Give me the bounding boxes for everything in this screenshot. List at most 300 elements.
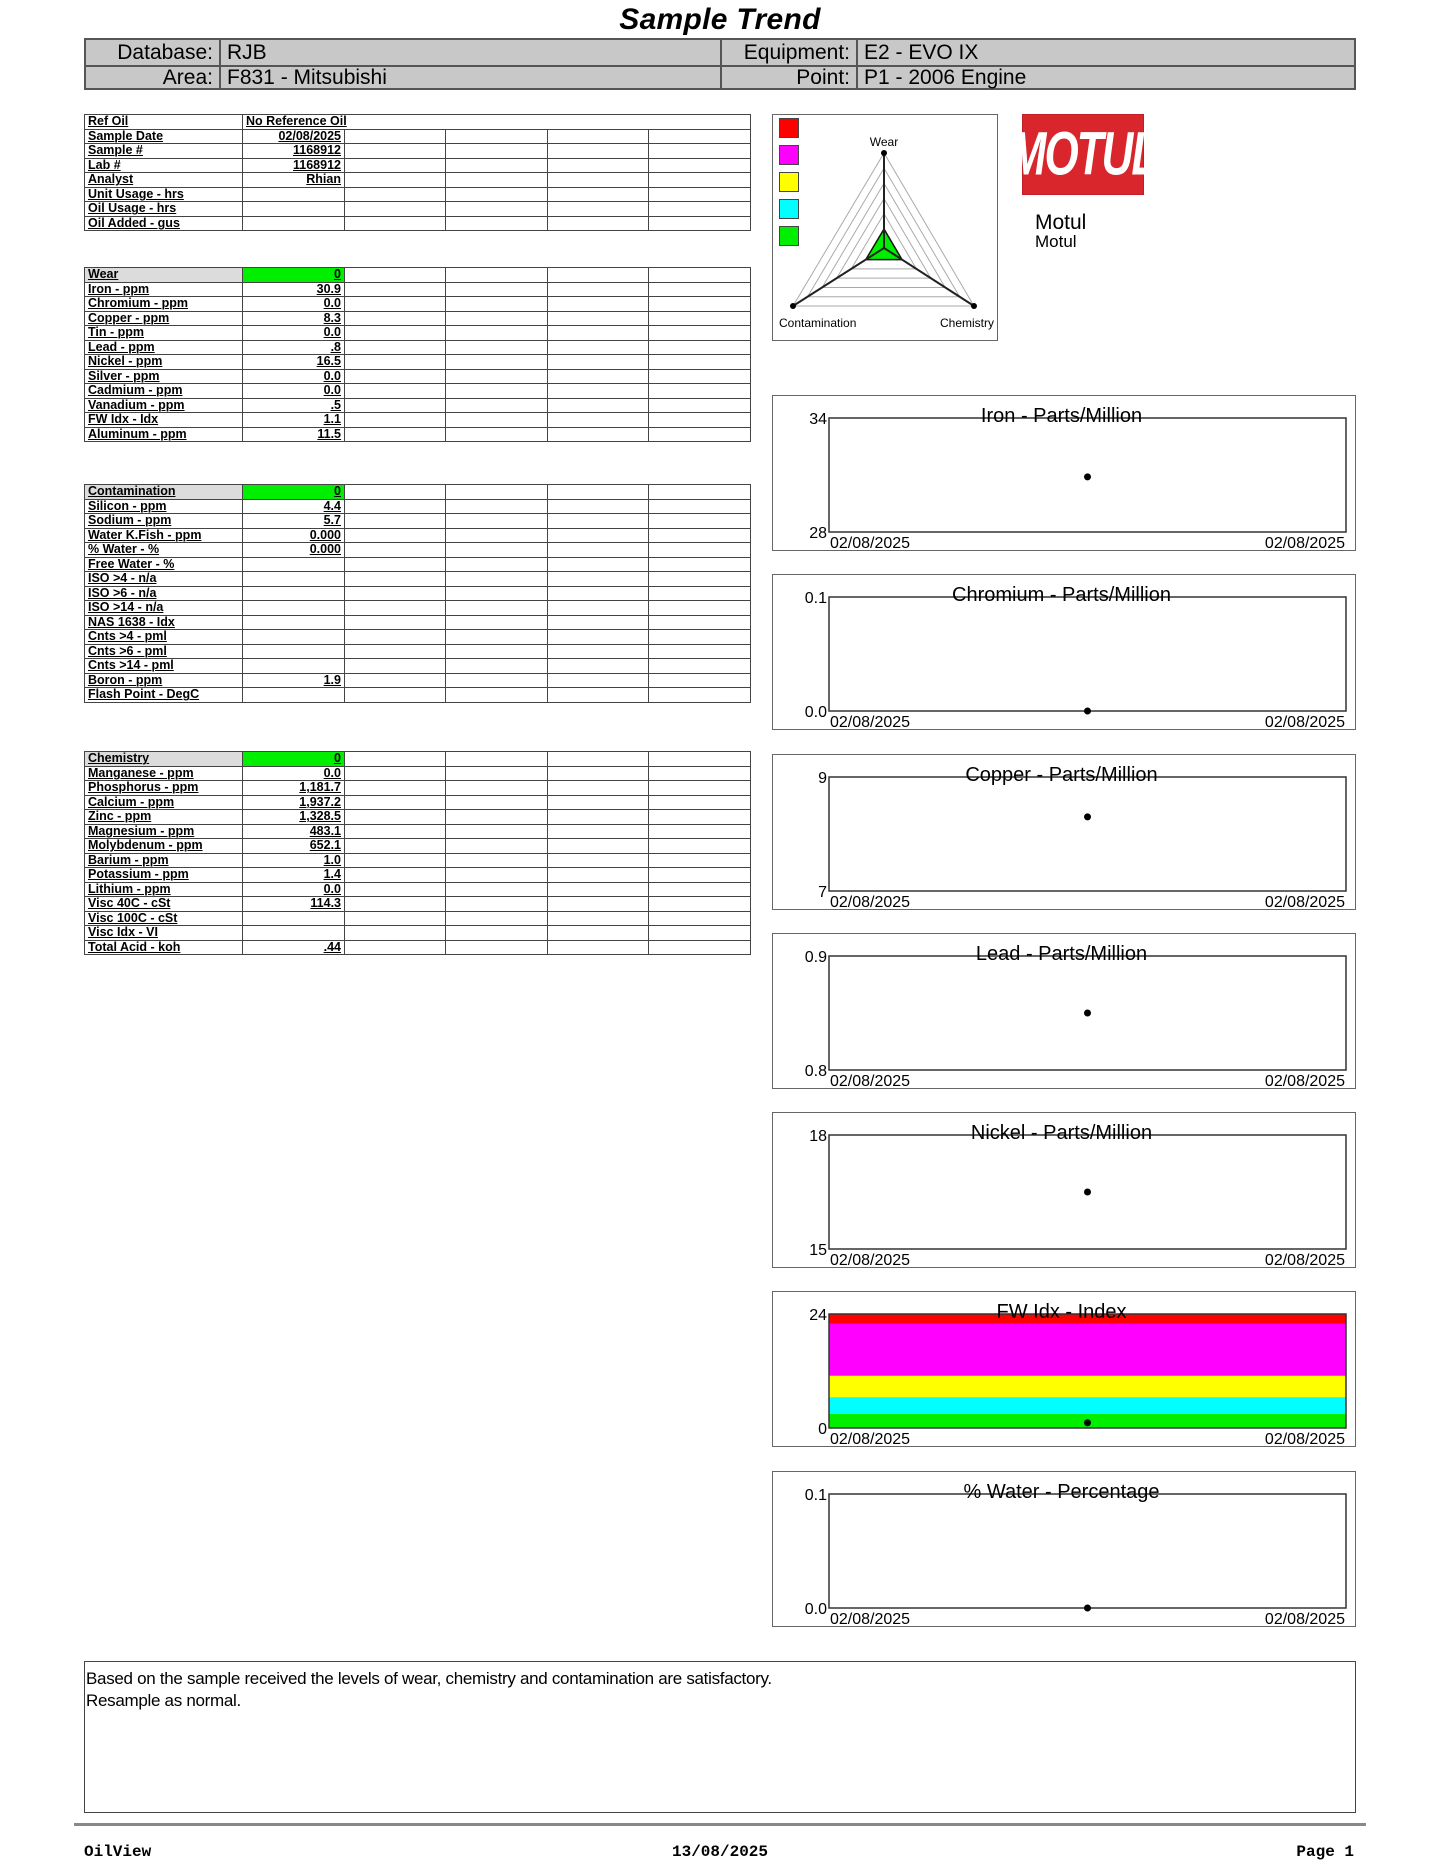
y-tick-label: 0.0 (804, 1601, 827, 1618)
empty-cell (345, 187, 446, 202)
table-row (85, 572, 751, 587)
row-label: Contamination (85, 485, 243, 500)
empty-cell (548, 398, 649, 413)
empty-cell (548, 369, 649, 384)
table-row (85, 384, 751, 399)
legend-swatch-green (779, 226, 799, 246)
table-row (85, 644, 751, 659)
trend-chart-svg (773, 934, 1357, 1090)
empty-cell (649, 766, 751, 781)
empty-cell (345, 853, 446, 868)
row-label: Sample # (85, 144, 243, 159)
trend-chart (772, 574, 1356, 730)
empty-cell (548, 355, 649, 370)
row-value: 5.7 (243, 514, 345, 529)
row-value: 0.0 (243, 326, 345, 341)
table-row (85, 129, 751, 144)
empty-cell (548, 926, 649, 941)
row-value: 02/08/2025 (243, 129, 345, 144)
empty-cell (345, 752, 446, 767)
empty-cell (548, 752, 649, 767)
empty-cell (345, 384, 446, 399)
empty-cell (345, 216, 446, 231)
empty-cell (446, 311, 548, 326)
row-label: Lithium - ppm (85, 882, 243, 897)
empty-cell (548, 340, 649, 355)
x-tick-label: 02/08/2025 (1264, 894, 1345, 911)
table-row (85, 853, 751, 868)
empty-cell (649, 311, 751, 326)
empty-cell (649, 824, 751, 839)
x-tick-label: 02/08/2025 (1264, 1611, 1345, 1628)
empty-cell (548, 413, 649, 428)
empty-cell (548, 173, 649, 188)
empty-cell (649, 781, 751, 796)
row-value (243, 688, 345, 703)
table-row (85, 369, 751, 384)
row-label: Total Acid - koh (85, 940, 243, 955)
wear-table (84, 267, 751, 442)
data-point (1084, 1189, 1091, 1196)
row-label: Aluminum - ppm (85, 427, 243, 442)
empty-cell (649, 202, 751, 217)
row-value: 0.0 (243, 882, 345, 897)
empty-cell (548, 427, 649, 442)
row-value: Rhian (243, 173, 345, 188)
severity-band (829, 1324, 1346, 1376)
y-tick-label: 7 (818, 884, 827, 901)
row-label: Potassium - ppm (85, 868, 243, 883)
y-tick-label: 24 (809, 1307, 827, 1324)
radar-axis-chemistry (884, 248, 974, 306)
header-row-1 (86, 40, 1354, 67)
empty-cell (649, 340, 751, 355)
empty-cell (446, 557, 548, 572)
y-tick-label: 18 (809, 1128, 827, 1145)
empty-cell (345, 413, 446, 428)
empty-cell (345, 766, 446, 781)
row-value: 0 (243, 485, 345, 500)
empty-cell (345, 311, 446, 326)
empty-cell (446, 615, 548, 630)
row-value: 0 (243, 752, 345, 767)
severity-band (829, 1376, 1346, 1397)
empty-cell (649, 853, 751, 868)
table-row (85, 911, 751, 926)
chart-title: Nickel - Parts/Million (970, 1122, 1153, 1144)
row-value: 1,328.5 (243, 810, 345, 825)
empty-cell (649, 514, 751, 529)
empty-cell (548, 630, 649, 645)
row-value (243, 557, 345, 572)
empty-cell (446, 297, 548, 312)
table-row (85, 187, 751, 202)
empty-cell (649, 630, 751, 645)
empty-cell (649, 384, 751, 399)
empty-cell (649, 173, 751, 188)
y-tick-label: 15 (809, 1242, 827, 1259)
empty-cell (548, 868, 649, 883)
empty-cell (446, 630, 548, 645)
empty-cell (345, 897, 446, 912)
table-row (85, 615, 751, 630)
empty-cell (649, 398, 751, 413)
trend-chart-svg (773, 1113, 1357, 1269)
empty-cell (345, 268, 446, 283)
row-value: 1.9 (243, 673, 345, 688)
radar-axis-label: Wear (869, 135, 899, 149)
empty-cell (446, 514, 548, 529)
point-label: Point: (722, 65, 858, 90)
empty-cell (446, 144, 548, 159)
x-tick-label: 02/08/2025 (830, 1252, 911, 1269)
equipment-value: E2 - EVO IX (864, 41, 979, 64)
empty-cell (649, 499, 751, 514)
footer-date: 13/08/2025 (671, 1843, 768, 1861)
row-label: Wear (85, 268, 243, 283)
empty-cell (548, 485, 649, 500)
empty-cell (649, 369, 751, 384)
table-row (85, 824, 751, 839)
table-row (85, 810, 751, 825)
empty-cell (446, 384, 548, 399)
row-label: Molybdenum - ppm (85, 839, 243, 854)
table-row (85, 897, 751, 912)
row-value: 0 (243, 268, 345, 283)
empty-cell (649, 839, 751, 854)
empty-cell (446, 839, 548, 854)
row-value: 652.1 (243, 839, 345, 854)
table-row (85, 297, 751, 312)
empty-cell (345, 282, 446, 297)
row-label: Nickel - ppm (85, 355, 243, 370)
empty-cell (345, 543, 446, 558)
table-row (85, 781, 751, 796)
row-value (243, 659, 345, 674)
row-value: 0.0 (243, 369, 345, 384)
table-row (85, 158, 751, 173)
section-row (85, 268, 751, 283)
row-label: Manganese - ppm (85, 766, 243, 781)
empty-cell (446, 853, 548, 868)
table-row (85, 340, 751, 355)
empty-cell (548, 940, 649, 955)
row-label: Copper - ppm (85, 311, 243, 326)
empty-cell (345, 369, 446, 384)
row-label: Visc 100C - cSt (85, 911, 243, 926)
database-label: Database: (86, 40, 221, 65)
empty-cell (446, 659, 548, 674)
empty-cell (649, 326, 751, 341)
empty-cell (649, 897, 751, 912)
table-row (85, 688, 751, 703)
data-point (1084, 1419, 1091, 1426)
empty-cell (548, 853, 649, 868)
empty-cell (548, 911, 649, 926)
empty-cell (548, 282, 649, 297)
empty-cell (345, 158, 446, 173)
empty-cell (446, 601, 548, 616)
table-row (85, 282, 751, 297)
empty-cell (446, 926, 548, 941)
empty-cell (345, 810, 446, 825)
empty-cell (345, 940, 446, 955)
y-tick-label: 9 (818, 770, 827, 787)
empty-cell (446, 485, 548, 500)
x-tick-label: 02/08/2025 (1264, 1073, 1345, 1090)
row-label: % Water - % (85, 543, 243, 558)
empty-cell (548, 659, 649, 674)
empty-cell (649, 586, 751, 601)
empty-cell (649, 557, 751, 572)
report-title: Sample Trend (619, 3, 821, 36)
empty-cell (548, 311, 649, 326)
row-label: Ref Oil (85, 115, 243, 130)
chart-title: Copper - Parts/Million (965, 764, 1158, 786)
empty-cell (345, 557, 446, 572)
empty-cell (446, 187, 548, 202)
empty-cell (446, 427, 548, 442)
row-label: Chemistry (85, 752, 243, 767)
row-value (243, 572, 345, 587)
row-value: 1.0 (243, 853, 345, 868)
empty-cell (548, 187, 649, 202)
empty-cell (345, 499, 446, 514)
report-header-table (84, 38, 1356, 90)
legend-swatch-magenta (779, 145, 799, 165)
data-point (1084, 473, 1091, 480)
row-label: Oil Added - gus (85, 216, 243, 231)
empty-cell (548, 129, 649, 144)
table-row (85, 202, 751, 217)
table-row (85, 427, 751, 442)
empty-cell (548, 216, 649, 231)
empty-cell (446, 543, 548, 558)
radar-axis-arrow-icon (790, 303, 796, 309)
empty-cell (548, 499, 649, 514)
empty-cell (446, 173, 548, 188)
empty-cell (649, 911, 751, 926)
row-label: Cadmium - ppm (85, 384, 243, 399)
trend-chart (772, 1291, 1356, 1447)
row-value: 30.9 (243, 282, 345, 297)
row-value: .5 (243, 398, 345, 413)
empty-cell (548, 810, 649, 825)
severity-radar-chart (772, 114, 998, 341)
trend-chart-svg (773, 755, 1357, 911)
row-value: 16.5 (243, 355, 345, 370)
row-label: Analyst (85, 173, 243, 188)
empty-cell (345, 601, 446, 616)
empty-cell (649, 644, 751, 659)
empty-cell (649, 926, 751, 941)
row-label: ISO >6 - n/a (85, 586, 243, 601)
empty-cell (446, 202, 548, 217)
empty-cell (446, 897, 548, 912)
equipment-label: Equipment: (722, 40, 858, 65)
data-point (1084, 813, 1091, 820)
empty-cell (548, 158, 649, 173)
radar-axis-contamination (793, 248, 884, 306)
trend-chart (772, 933, 1356, 1089)
empty-cell (345, 202, 446, 217)
empty-cell (548, 543, 649, 558)
empty-cell (649, 940, 751, 955)
empty-cell (345, 572, 446, 587)
empty-cell (345, 688, 446, 703)
empty-cell (548, 586, 649, 601)
row-label: Oil Usage - hrs (85, 202, 243, 217)
row-value: 8.3 (243, 311, 345, 326)
table-row (85, 173, 751, 188)
row-value: 1168912 (243, 158, 345, 173)
empty-cell (649, 158, 751, 173)
row-value: 1,181.7 (243, 781, 345, 796)
table-row (85, 926, 751, 941)
empty-cell (345, 630, 446, 645)
empty-cell (548, 839, 649, 854)
row-label: Magnesium - ppm (85, 824, 243, 839)
trend-chart (772, 754, 1356, 910)
row-value: 0.0 (243, 297, 345, 312)
empty-cell (649, 615, 751, 630)
empty-cell (649, 543, 751, 558)
brand-name: Motul (1035, 211, 1087, 234)
row-value: .8 (243, 340, 345, 355)
area-label: Area: (86, 65, 221, 90)
empty-cell (345, 398, 446, 413)
empty-cell (345, 882, 446, 897)
section-row (85, 752, 751, 767)
empty-cell (548, 673, 649, 688)
row-label: Visc Idx - VI (85, 926, 243, 941)
table-row (85, 499, 751, 514)
empty-cell (345, 795, 446, 810)
table-row (85, 601, 751, 616)
brand-subname: Motul (1035, 232, 1077, 251)
row-value: 0.000 (243, 528, 345, 543)
row-label: Sample Date (85, 129, 243, 144)
empty-cell (446, 499, 548, 514)
severity-band (829, 1397, 1346, 1414)
empty-cell (446, 528, 548, 543)
table-row (85, 514, 751, 529)
table-row (85, 795, 751, 810)
logo-text: MOTUL (1009, 119, 1157, 189)
table-row (85, 398, 751, 413)
chart-title: Lead - Parts/Million (975, 943, 1148, 965)
empty-cell (548, 897, 649, 912)
empty-cell (345, 673, 446, 688)
empty-cell (446, 824, 548, 839)
empty-cell (649, 268, 751, 283)
row-label: Silicon - ppm (85, 499, 243, 514)
empty-cell (548, 557, 649, 572)
x-tick-label: 02/08/2025 (1264, 1431, 1345, 1448)
empty-cell (649, 355, 751, 370)
row-label: Chromium - ppm (85, 297, 243, 312)
empty-cell (345, 173, 446, 188)
footer-app-name: OilView (84, 1843, 152, 1861)
empty-cell (446, 340, 548, 355)
empty-cell (345, 485, 446, 500)
row-label: Flash Point - DegC (85, 688, 243, 703)
y-tick-label: 0.1 (804, 1487, 827, 1504)
table-row (85, 413, 751, 428)
row-label: Free Water - % (85, 557, 243, 572)
row-label: Cnts >6 - pml (85, 644, 243, 659)
empty-cell (649, 413, 751, 428)
plot-area (829, 1494, 1346, 1608)
row-label: Barium - ppm (85, 853, 243, 868)
table-row (85, 543, 751, 558)
empty-cell (446, 398, 548, 413)
table-row (85, 216, 751, 231)
footer-page-number: Page 1 (1296, 1843, 1354, 1861)
empty-cell (548, 882, 649, 897)
row-label: ISO >14 - n/a (85, 601, 243, 616)
header-row-2 (86, 65, 1354, 90)
y-tick-label: 34 (809, 411, 827, 428)
x-tick-label: 02/08/2025 (1264, 1252, 1345, 1269)
row-value (243, 911, 345, 926)
radar-axis-label: Contamination (779, 316, 857, 330)
empty-cell (649, 868, 751, 883)
empty-cell (345, 615, 446, 630)
empty-cell (446, 882, 548, 897)
table-row (85, 882, 751, 897)
chart-title: Chromium - Parts/Million (952, 584, 1171, 606)
empty-cell (548, 326, 649, 341)
row-label: Unit Usage - hrs (85, 187, 243, 202)
empty-cell (446, 129, 548, 144)
empty-cell (345, 144, 446, 159)
y-tick-label: 0.0 (804, 704, 827, 721)
empty-cell (345, 129, 446, 144)
database-value: RJB (221, 40, 722, 65)
empty-cell (345, 839, 446, 854)
x-tick-label: 02/08/2025 (830, 714, 911, 731)
empty-cell (548, 144, 649, 159)
row-value (243, 630, 345, 645)
row-value: 483.1 (243, 824, 345, 839)
empty-cell (345, 326, 446, 341)
row-label: Water K.Fish - ppm (85, 528, 243, 543)
table-row (85, 311, 751, 326)
empty-cell (446, 282, 548, 297)
row-label: Boron - ppm (85, 673, 243, 688)
empty-cell (548, 824, 649, 839)
row-label: FW Idx - Idx (85, 413, 243, 428)
x-tick-label: 02/08/2025 (830, 1431, 911, 1448)
empty-cell (649, 688, 751, 703)
empty-cell (446, 586, 548, 601)
x-tick-label: 02/08/2025 (830, 1073, 911, 1090)
empty-cell (548, 688, 649, 703)
empty-cell (446, 268, 548, 283)
empty-cell (446, 752, 548, 767)
radar-axis-label: Chemistry (939, 316, 994, 330)
radar-axis-arrow-icon (881, 150, 887, 156)
empty-cell (649, 282, 751, 297)
row-label: Lab # (85, 158, 243, 173)
contamination-table (84, 484, 751, 703)
table-row (85, 144, 751, 159)
chart-title: FW Idx - Index (996, 1301, 1127, 1323)
empty-cell (649, 427, 751, 442)
empty-cell (345, 586, 446, 601)
empty-cell (649, 795, 751, 810)
